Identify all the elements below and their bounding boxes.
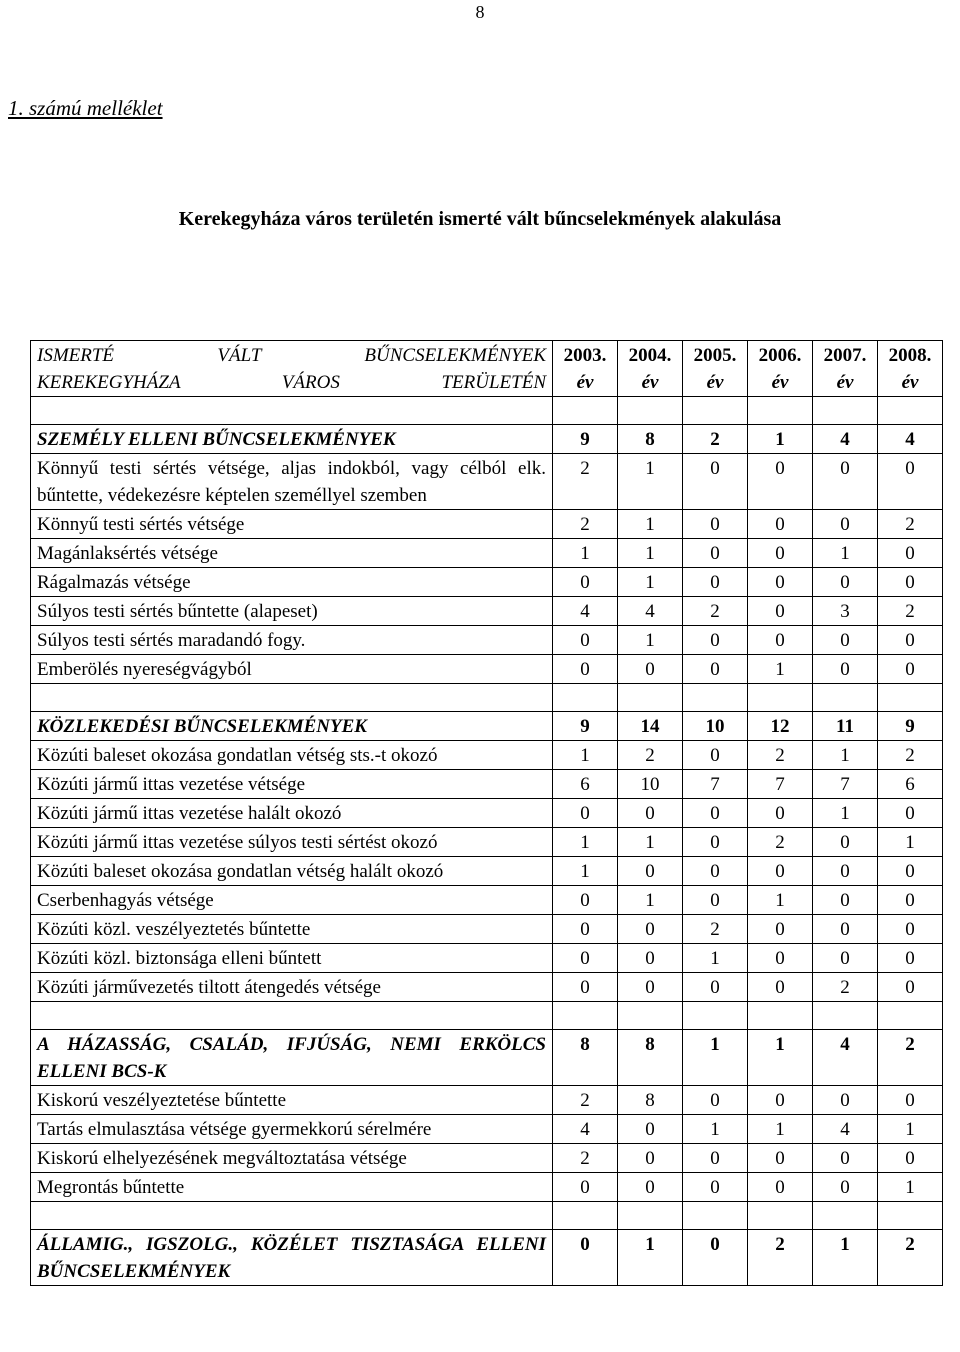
table-row-value: 0 (748, 626, 813, 655)
table-row-value: 0 (878, 944, 943, 973)
table-row-value: 1 (813, 799, 878, 828)
spacer-cell (683, 1202, 748, 1230)
table-row-value: 6 (553, 770, 618, 799)
table-row-value: 2 (553, 1144, 618, 1173)
table-row-label: Rágalmazás vétsége (31, 568, 553, 597)
header-year-2008: 2008. év (878, 341, 943, 397)
table-row (31, 626, 943, 655)
table-row-value: 0 (878, 454, 943, 510)
table-row-value: 0 (813, 1086, 878, 1115)
table-row-label: Könnyű testi sértés vétsége (31, 510, 553, 539)
table-row-value: 1 (748, 655, 813, 684)
table-row-value: 0 (683, 886, 748, 915)
table-row-value: 1 (618, 510, 683, 539)
header-year-2004: 2004. év (618, 341, 683, 397)
table-row (31, 597, 943, 626)
spacer-cell (878, 397, 943, 425)
category-row-value: 0 (553, 1230, 618, 1286)
table-row-label: Súlyos testi sértés bűntette (alapeset) (31, 597, 553, 626)
table-row-value: 1 (618, 626, 683, 655)
table-row (31, 510, 943, 539)
table-row-value: 2 (878, 510, 943, 539)
table-row-value: 0 (618, 655, 683, 684)
table-row-value: 0 (813, 886, 878, 915)
spacer-cell (618, 397, 683, 425)
spacer-cell (878, 1202, 943, 1230)
table-row-value: 0 (748, 510, 813, 539)
table-row-value: 0 (618, 1115, 683, 1144)
spacer-cell (878, 684, 943, 712)
category-row (31, 425, 943, 454)
table-row-value: 0 (748, 915, 813, 944)
table-row-value: 0 (618, 944, 683, 973)
table-row-value: 0 (553, 915, 618, 944)
table-row-value: 1 (813, 741, 878, 770)
table-row-label: Kiskorú elhelyezésének megváltoztatása vétsége (31, 1144, 553, 1173)
table-row-value: 0 (878, 973, 943, 1002)
table-row (31, 741, 943, 770)
table-row-value: 4 (813, 1115, 878, 1144)
table-row-value: 1 (553, 741, 618, 770)
category-row-value: 10 (683, 712, 748, 741)
table-row-value: 0 (748, 973, 813, 1002)
spacer-cell (31, 684, 553, 712)
table-row-value: 1 (878, 1115, 943, 1144)
category-row (31, 1030, 943, 1086)
spacer-cell (618, 684, 683, 712)
annex-label: 1. számú melléklet (8, 96, 163, 120)
table-row-value: 0 (813, 454, 878, 510)
table-row (31, 828, 943, 857)
table-row-value: 1 (683, 944, 748, 973)
table-row-value: 2 (683, 597, 748, 626)
spacer-cell (878, 1002, 943, 1030)
table-row (31, 1144, 943, 1173)
table-row-value: 0 (553, 973, 618, 1002)
table-row-label: Közúti közl. veszélyeztetés bűntette (31, 915, 553, 944)
spacer-cell (683, 684, 748, 712)
category-row-value: 11 (813, 712, 878, 741)
table-row-value: 4 (553, 1115, 618, 1144)
table-row (31, 915, 943, 944)
table-row-value: 0 (618, 799, 683, 828)
spacer-cell (31, 1002, 553, 1030)
table-row-value: 1 (553, 857, 618, 886)
table-row-value: 0 (878, 1086, 943, 1115)
table-row-value: 0 (748, 857, 813, 886)
spacer-cell (553, 1002, 618, 1030)
table-row (31, 655, 943, 684)
table-row-value: 2 (553, 1086, 618, 1115)
table-row-value: 0 (683, 741, 748, 770)
spacer-cell (813, 684, 878, 712)
spacer-row (31, 1202, 943, 1230)
table-row-value: 0 (748, 454, 813, 510)
table-row-label: Közúti közl. biztonsága elleni bűntett (31, 944, 553, 973)
category-row-value: 12 (748, 712, 813, 741)
table-row-value: 0 (878, 626, 943, 655)
table-row-value: 0 (748, 1173, 813, 1202)
table-row-value: 1 (618, 886, 683, 915)
table-row-value: 0 (683, 454, 748, 510)
category-row-value: 2 (878, 1030, 943, 1086)
table-row (31, 539, 943, 568)
table-row-label: Közúti baleset okozása gondatlan vétség halált okozó (31, 857, 553, 886)
category-row-value: 1 (618, 1230, 683, 1286)
table-row-value: 0 (878, 857, 943, 886)
category-row-value: 1 (748, 425, 813, 454)
table-row-value: 2 (878, 741, 943, 770)
table-row-value: 0 (813, 655, 878, 684)
category-row-value: 8 (553, 1030, 618, 1086)
table-row-value: 2 (878, 597, 943, 626)
table-row-value: 0 (878, 539, 943, 568)
table-row-label: Magánlaksértés vétsége (31, 539, 553, 568)
table-row-value: 1 (618, 454, 683, 510)
table-row-value: 0 (748, 1144, 813, 1173)
table-row (31, 770, 943, 799)
spacer-cell (748, 684, 813, 712)
spacer-row (31, 1002, 943, 1030)
category-row (31, 1230, 943, 1286)
table-row-value: 0 (748, 944, 813, 973)
table-row-value: 0 (553, 655, 618, 684)
table-row-label: Kiskorú veszélyeztetése bűntette (31, 1086, 553, 1115)
category-row-value: 4 (813, 425, 878, 454)
header-label-line1: ISMERTÉ VÁLT BŰNCSELEKMÉNYEK (37, 345, 546, 366)
header-year-2007: 2007. év (813, 341, 878, 397)
table-row-label: Megrontás bűntette (31, 1173, 553, 1202)
table-row-value: 0 (553, 626, 618, 655)
table-row-label: Közúti jármű ittas vezetése vétsége (31, 770, 553, 799)
table-row-value: 0 (813, 510, 878, 539)
table-row-value: 0 (748, 1086, 813, 1115)
table-row (31, 944, 943, 973)
table-row-value: 0 (683, 973, 748, 1002)
category-row-label: SZEMÉLY ELLENI BŰNCSELEKMÉNYEK (31, 425, 553, 454)
table-row (31, 857, 943, 886)
table-row (31, 454, 943, 510)
table-row-value: 7 (813, 770, 878, 799)
spacer-row (31, 397, 943, 425)
header-label-line2: KEREKEGYHÁZA VÁROS TERÜLETÉN (37, 372, 546, 393)
table-row-value: 1 (748, 886, 813, 915)
table-row-value: 0 (683, 568, 748, 597)
table-row-value: 0 (683, 655, 748, 684)
table-row-value: 2 (553, 454, 618, 510)
table-row-label: Közúti baleset okozása gondatlan vétség sts.-t okozó (31, 741, 553, 770)
table-row-value: 0 (878, 655, 943, 684)
category-row-value: 2 (878, 1230, 943, 1286)
table-row-value: 1 (683, 1115, 748, 1144)
table-row-value: 2 (748, 741, 813, 770)
category-row-value: 1 (813, 1230, 878, 1286)
table-row-value: 0 (553, 944, 618, 973)
category-row-value: 0 (683, 1230, 748, 1286)
table-row-value: 0 (878, 886, 943, 915)
table-row-value: 1 (813, 539, 878, 568)
table-row-label: Közúti jármű ittas vezetése súlyos testi sértést okozó (31, 828, 553, 857)
table-row-value: 0 (748, 799, 813, 828)
category-row-value: 8 (618, 425, 683, 454)
table-row-value: 0 (748, 597, 813, 626)
table-row-value: 0 (683, 857, 748, 886)
table-row-value: 7 (683, 770, 748, 799)
spacer-cell (31, 1202, 553, 1230)
table-row-value: 0 (683, 828, 748, 857)
table-row-value: 1 (553, 539, 618, 568)
category-row-value: 8 (618, 1030, 683, 1086)
table-row (31, 886, 943, 915)
header-year-2003: 2003. év (553, 341, 618, 397)
category-row-label: ÁLLAMIG., IGSZOLG., KÖZÉLET TISZTASÁGA ELLENI BŰNCSELEKMÉNYEK (31, 1230, 553, 1286)
table-row-value: 1 (878, 828, 943, 857)
spacer-cell (748, 1002, 813, 1030)
spacer-cell (618, 1002, 683, 1030)
table-row-value: 0 (813, 1173, 878, 1202)
table-row (31, 568, 943, 597)
table-row-value: 0 (683, 510, 748, 539)
table-row-value: 6 (878, 770, 943, 799)
category-row-value: 9 (553, 712, 618, 741)
table-row-value: 0 (813, 828, 878, 857)
table-row-value: 0 (618, 973, 683, 1002)
table-row-value: 1 (618, 539, 683, 568)
table-row-value: 0 (683, 799, 748, 828)
table-row-value: 0 (553, 799, 618, 828)
spacer-cell (553, 397, 618, 425)
table-row-value: 0 (813, 944, 878, 973)
header-year-2005: 2005. év (683, 341, 748, 397)
header-row (31, 341, 943, 397)
header-year-2006: 2006. év (748, 341, 813, 397)
table-row-value: 0 (878, 915, 943, 944)
table-row-value: 7 (748, 770, 813, 799)
table-row-value: 1 (748, 1115, 813, 1144)
category-row-value: 9 (878, 712, 943, 741)
category-row-value: 1 (683, 1030, 748, 1086)
table-row-value: 8 (618, 1086, 683, 1115)
table-row-value: 2 (553, 510, 618, 539)
table-row-label: Tartás elmulasztása vétsége gyermekkorú sérelmére (31, 1115, 553, 1144)
table-row-value: 0 (618, 915, 683, 944)
table-row-value: 1 (878, 1173, 943, 1202)
table-row-value: 0 (813, 857, 878, 886)
table-row-value: 0 (618, 857, 683, 886)
table-row-value: 0 (878, 1144, 943, 1173)
table-row-value: 0 (813, 568, 878, 597)
table-row-label: Közúti járművezetés tiltott átengedés vétsége (31, 973, 553, 1002)
category-row-label: A HÁZASSÁG, CSALÁD, IFJÚSÁG, NEMI ERKÖLCS ELLENI BCS-K (31, 1030, 553, 1086)
table-row-value: 1 (618, 828, 683, 857)
table-row-label: Emberölés nyereségvágyból (31, 655, 553, 684)
table-row-value: 0 (683, 1086, 748, 1115)
table-row (31, 1173, 943, 1202)
table-row (31, 1115, 943, 1144)
table-row-value: 0 (553, 886, 618, 915)
table-row-value: 2 (618, 741, 683, 770)
table-row-value: 1 (553, 828, 618, 857)
category-row-value: 2 (748, 1230, 813, 1286)
table-row-value: 4 (553, 597, 618, 626)
category-row-label: KÖZLEKEDÉSI BŰNCSELEKMÉNYEK (31, 712, 553, 741)
table-body (31, 341, 943, 1286)
document-title: Kerekegyháza város területén ismerté vált bűncselekmények alakulása (178, 208, 782, 230)
spacer-cell (683, 1002, 748, 1030)
spacer-cell (748, 1202, 813, 1230)
table-row (31, 973, 943, 1002)
table-row-value: 3 (813, 597, 878, 626)
table-row-label: Cserbenhagyás vétsége (31, 886, 553, 915)
category-row (31, 712, 943, 741)
spacer-cell (618, 1202, 683, 1230)
table-row (31, 1086, 943, 1115)
table-row-value: 0 (683, 1144, 748, 1173)
table-row (31, 799, 943, 828)
page-number: 8 (475, 2, 485, 22)
table-row-value: 10 (618, 770, 683, 799)
spacer-cell (748, 397, 813, 425)
table-row-value: 0 (553, 568, 618, 597)
table-row-value: 0 (683, 539, 748, 568)
table-row-value: 0 (878, 799, 943, 828)
table-row-label: Közúti jármű ittas vezetése halált okozó (31, 799, 553, 828)
spacer-cell (683, 397, 748, 425)
category-row-value: 4 (813, 1030, 878, 1086)
table-row-value: 0 (813, 915, 878, 944)
table-row-value: 2 (683, 915, 748, 944)
category-row-value: 1 (748, 1030, 813, 1086)
table-row-value: 0 (878, 568, 943, 597)
table-row-label: Könnyű testi sértés vétsége, aljas indokból, vagy célból elk. bűntette, védekezésre képtelen személlyel szemben (31, 454, 553, 510)
table-row-value: 0 (813, 1144, 878, 1173)
spacer-cell (553, 684, 618, 712)
spacer-cell (813, 397, 878, 425)
spacer-cell (813, 1002, 878, 1030)
table-row-value: 0 (813, 626, 878, 655)
table-row-value: 0 (683, 1173, 748, 1202)
category-row-value: 2 (683, 425, 748, 454)
table-row-label: Súlyos testi sértés maradandó fogy. (31, 626, 553, 655)
table-row-value: 0 (618, 1173, 683, 1202)
table-row-value: 2 (813, 973, 878, 1002)
spacer-cell (813, 1202, 878, 1230)
spacer-row (31, 684, 943, 712)
table-row-value: 0 (748, 568, 813, 597)
table-row-value: 0 (618, 1144, 683, 1173)
category-row-value: 9 (553, 425, 618, 454)
crime-statistics-table (30, 340, 943, 1286)
table-row-value: 1 (618, 568, 683, 597)
table-row-value: 4 (618, 597, 683, 626)
category-row-value: 14 (618, 712, 683, 741)
table-row-value: 0 (683, 626, 748, 655)
table-row-value: 2 (748, 828, 813, 857)
spacer-cell (31, 397, 553, 425)
table-row-value: 0 (748, 539, 813, 568)
header-label-cell (31, 341, 553, 397)
category-row-value: 4 (878, 425, 943, 454)
table-row-value: 0 (553, 1173, 618, 1202)
spacer-cell (553, 1202, 618, 1230)
